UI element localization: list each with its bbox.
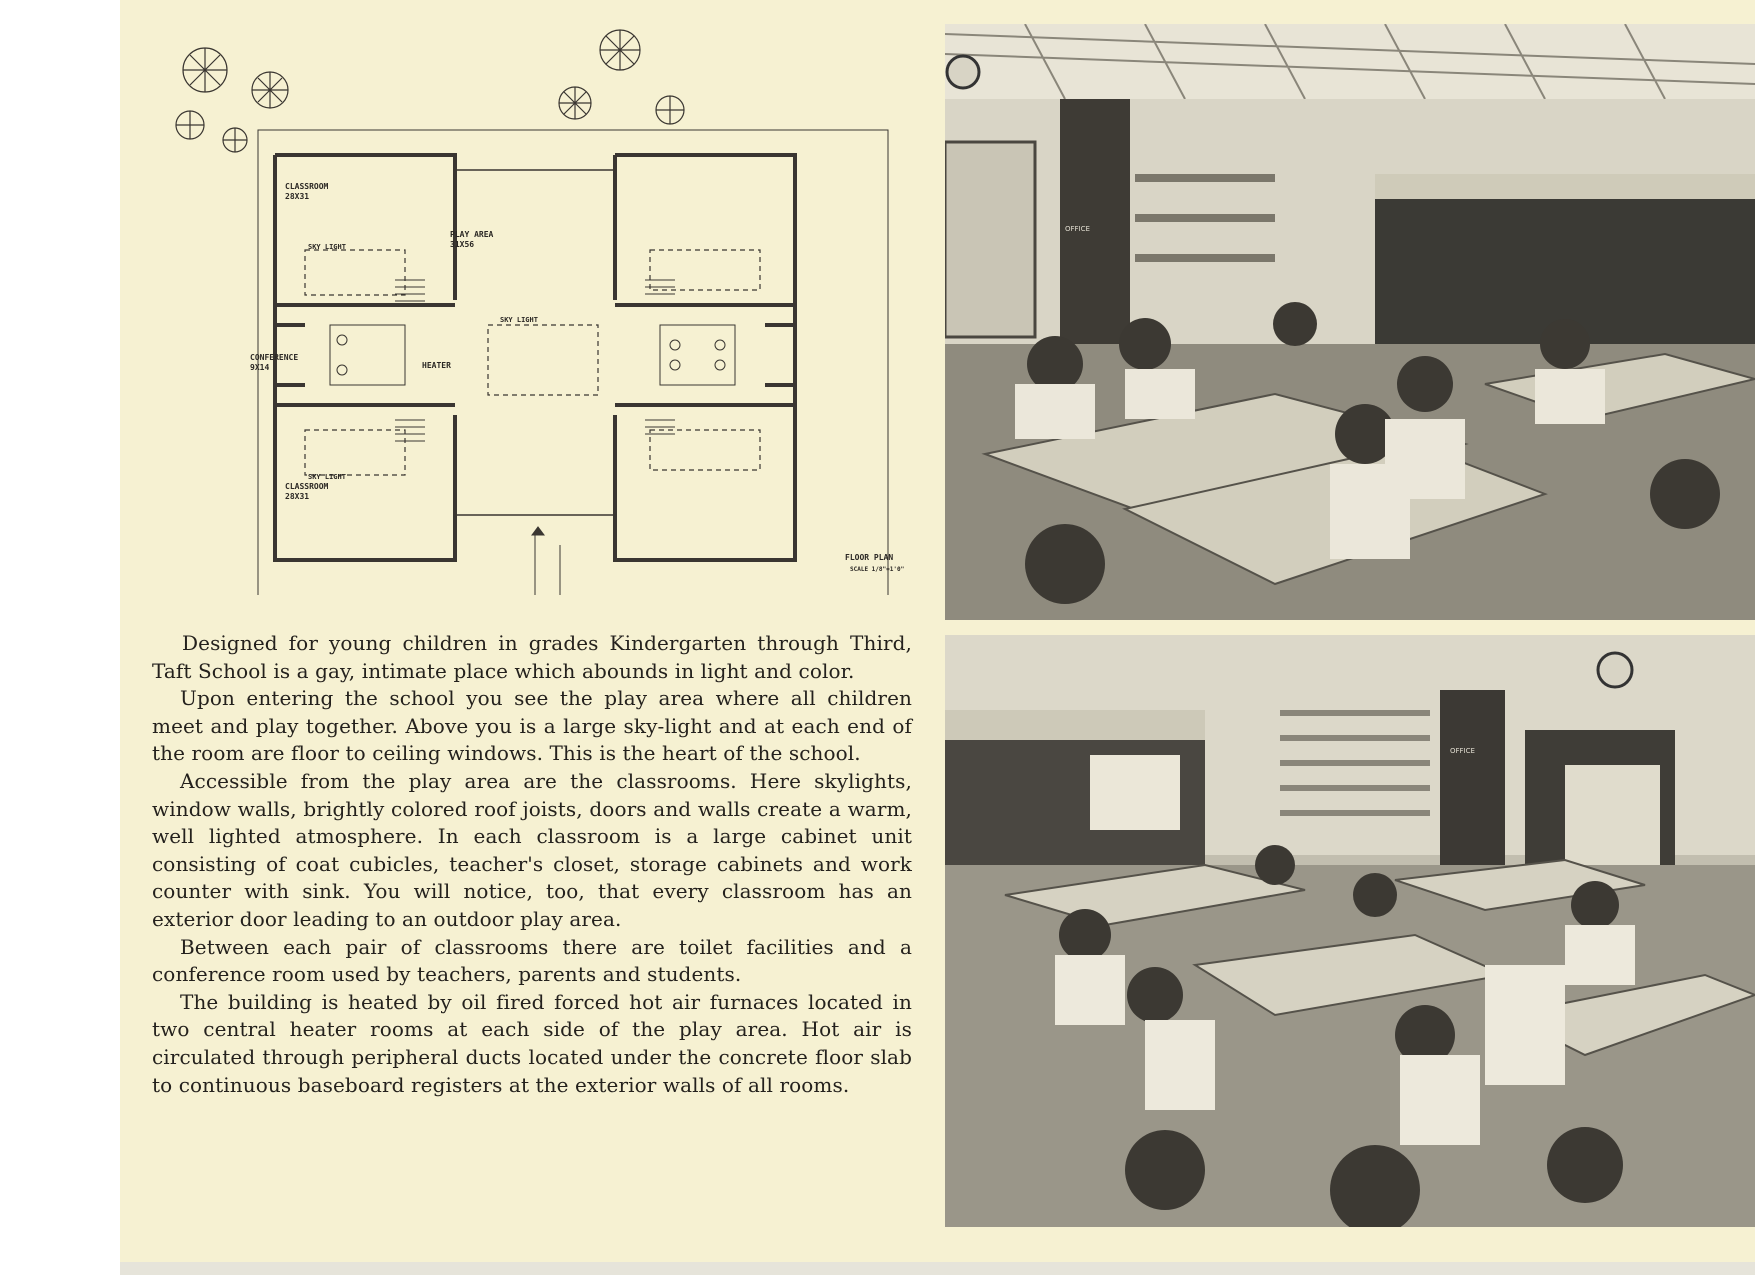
paragraph: Accessible from the play area are the classrooms. Here skylights, window walls, brightly colored roof joists, doors and walls create a warm, well lighted atmosphere. In each classroom is a large cabinet unit consisting of coat cubicles, teacher's closet, storage cabinets and work counter with sink. You will notice, too, that every classroom has an exterior door leading to an outdoor play area. [152, 768, 912, 931]
paragraph: The building is heated by oil fired forced hot air furnaces located in two central heater rooms at each side of the play area. Hot air is circulated through peripheral ducts located under the concrete floor slab to continuous baseboard registers at the exterior walls of all rooms. [152, 989, 912, 1097]
floor-plan [150, 25, 940, 595]
scan-margin [0, 0, 120, 1275]
photo-image [945, 24, 1755, 620]
floor-plan-drawing [150, 25, 940, 595]
scan-edge [120, 1262, 1755, 1275]
room-label: PLAY AREA 31X56 [450, 230, 494, 249]
door-sign: OFFICE [1450, 747, 1475, 755]
skylight-label: SKY LIGHT [308, 243, 346, 251]
room-label: HEATER [422, 361, 451, 370]
photo-image [945, 635, 1755, 1227]
room-label: CLASSROOM 28X31 [285, 182, 329, 201]
skylight-label: SKY LIGHT [500, 316, 538, 324]
plan-scale: SCALE 1/8"=1'0" [850, 566, 905, 573]
paragraph: Designed for young children in grades Kindergarten through Third, Taft School is a gay, intimate place which abounds in light and color. [152, 631, 912, 683]
room-label: CONFERENCE 9X14 [250, 353, 299, 372]
classroom-photo-bottom [945, 635, 1755, 1227]
paragraph: Upon entering the school you see the play area where all children meet and play together. Above you is a large sky-light and at each end of the room are floor to ceiling windows. This is the heart of the school. [152, 686, 912, 766]
article-text [152, 630, 912, 1099]
room-label: CLASSROOM 28X31 [285, 482, 329, 501]
classroom-photo-top [945, 24, 1755, 620]
door-sign: OFFICE [1065, 225, 1090, 233]
skylight-label: SKY LIGHT [308, 473, 346, 481]
plan-title: FLOOR PLAN [845, 553, 894, 562]
paragraph: Between each pair of classrooms there are toilet facilities and a conference room used by teachers, parents and students. [152, 934, 912, 987]
tree-icon [176, 30, 684, 152]
